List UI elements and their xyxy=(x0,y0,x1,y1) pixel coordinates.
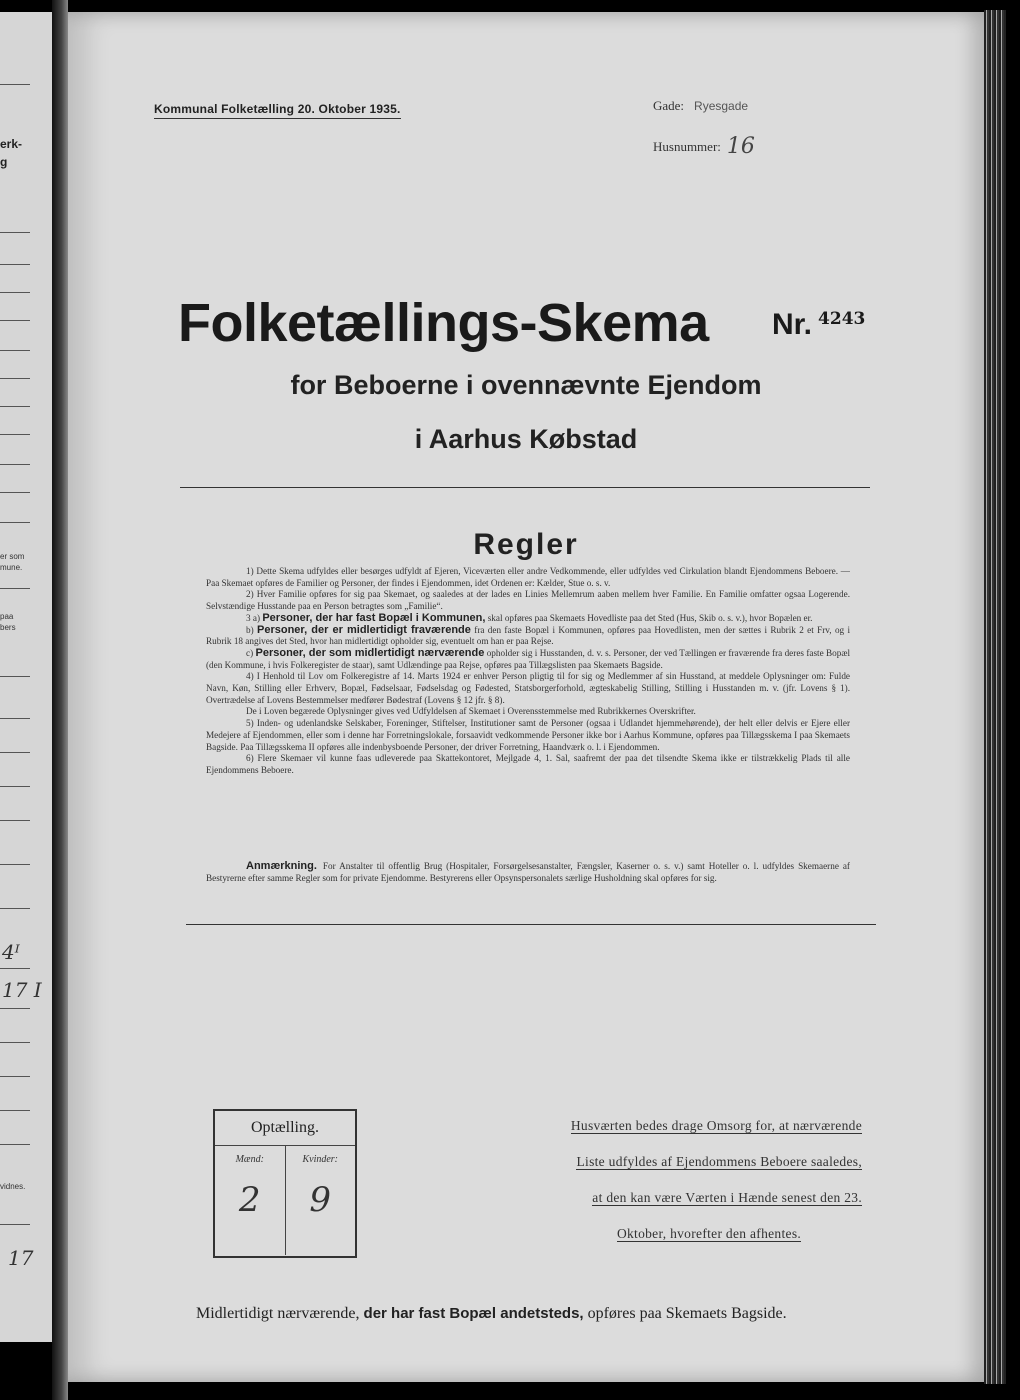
notice-text: Liste udfyldes af Ejendommens Beboere saaledes, xyxy=(576,1154,862,1169)
left-handwriting: 17 xyxy=(8,1246,34,1270)
form-title: Folketællings-Skema xyxy=(178,293,709,353)
form-number-value: 4243 xyxy=(818,309,866,329)
rule xyxy=(0,786,30,787)
rule-1: 1) Dette Skema udfyldes eller besørges udfyldt af Ejeren, Viceværten eller andre Vedkommende, eller udfyldes ved Cirkulation blandt Ejendommens Beboere. — Paa Skemaet opføres de Familier og Personer, der findes i Ejendommen, idet Ordenen er: Kælder, Stue o. s. v. xyxy=(206,566,850,588)
rule-3c-number: c) xyxy=(246,647,254,658)
husnummer-value: 16 xyxy=(726,134,755,159)
husnummer-label: Husnummer: xyxy=(653,139,721,154)
rule-3b-highlight: Personer, der er midlertidigt fraværende xyxy=(257,623,471,636)
rule xyxy=(0,492,30,493)
left-fragment-text: vidnes. xyxy=(0,1182,26,1191)
rule-3a-number: 3 a) xyxy=(246,612,261,623)
form-number xyxy=(772,308,865,342)
rule-3b-number: b) xyxy=(246,624,254,635)
form-location: i Aarhus Købstad xyxy=(414,424,638,454)
rule xyxy=(0,320,30,321)
rule xyxy=(0,676,30,677)
footer-post: opføres paa Skemaets Bagside. xyxy=(587,1305,787,1322)
rule xyxy=(0,350,30,351)
divider xyxy=(186,924,876,925)
rule-3b xyxy=(206,625,850,648)
left-fragment-text: erk- xyxy=(0,137,23,151)
gade-label: Gade: xyxy=(653,98,685,113)
form-number-label: Nr. xyxy=(772,308,813,341)
notice-line xyxy=(516,1216,862,1252)
rule xyxy=(0,1144,30,1145)
rule-2: 2) Hver Familie opføres for sig paa Skemaet, og saaledes at der lades en Linies Mellemrum aaben mellem hver Familie. En Familie omfatter ogsaa Logerende. Selvstændige Husstande paa en Person betragtes som „Familie“. xyxy=(206,589,850,612)
tally-men-column xyxy=(215,1146,285,1255)
note-paragraph xyxy=(206,860,850,884)
rule xyxy=(0,1042,30,1043)
rule-3c-text: opholder sig i Husstanden, d. v. s. Personer, der ved Tællingen er fraværende fra deres faste Bopæl (den Kommune, i hvis Folkeregister de staar), samt Udlændinge paa Rejse, opføres paa Tillægslisten paa Skemaets Bagside. xyxy=(206,647,851,670)
tally-men-count: 2 xyxy=(238,1180,261,1220)
census-header-line: Kommunal Folketælling 20. Oktober 1935. xyxy=(154,102,401,119)
rule xyxy=(0,292,30,293)
notice-text: Husværten bedes drage Omsorg for, at nærværende xyxy=(570,1118,862,1133)
left-fragment-text: g xyxy=(0,155,8,169)
landlord-notice xyxy=(516,1108,862,1252)
left-fragment-text: paa xyxy=(0,612,14,621)
rule xyxy=(0,464,30,465)
book-spine xyxy=(52,0,68,1400)
notice-line xyxy=(516,1180,862,1216)
left-fragment-text: mune. xyxy=(0,563,23,572)
divider xyxy=(180,487,870,488)
rule-5: 5) Inden- og udenlandske Selskaber, Foreninger, Stiftelser, Institutioner samt de Personer (ogsaa i Udlandet hjemmehørende), der helt eller delvis er Ejere eller Medejere af Ejendommen, eller som i denne har Forretningslokale, forsaavidt vedkommende Personer ikke bor i Aarhus Kommune, opføres paa Tillægsskema I paa Skemaets Bagside. Paa Tillægsskema II opføres alle indenbysboende Personer, der driver Forretning, Haandværk o. l. i Ejendommen. xyxy=(206,718,850,752)
rules-heading: Regler xyxy=(473,528,579,561)
rule-3c xyxy=(206,648,850,671)
rule xyxy=(0,1076,30,1077)
rule xyxy=(0,84,30,85)
rule xyxy=(0,406,30,407)
tally-men-label: Mænd: xyxy=(235,1154,264,1165)
rule xyxy=(0,522,30,523)
footer-instruction xyxy=(196,1305,787,1323)
rule xyxy=(0,718,30,719)
husnummer-field xyxy=(653,132,755,157)
tally-women-label: Kvinder: xyxy=(302,1154,339,1165)
tally-heading: Optælling. xyxy=(215,1111,355,1146)
rule xyxy=(0,864,30,865)
census-form-page xyxy=(68,12,984,1382)
rule-3a-highlight: Personer, der har fast Bopæl i Kommunen, xyxy=(262,611,486,624)
tally-box xyxy=(213,1109,357,1258)
tally-women-column xyxy=(285,1146,356,1255)
notice-text: Oktober, hvorefter den afhentes. xyxy=(616,1226,802,1241)
left-fragment-text: bers xyxy=(0,623,16,632)
rule-4b: De i Loven begærede Oplysninger gives ved Udfyldelsen af Skemaet i Overensstemmelse med Rubrikkernes Overskrifter. xyxy=(246,706,696,717)
page-edges xyxy=(984,10,1006,1384)
rule xyxy=(0,378,30,379)
footer-bold: der har fast Bopæl andetsteds, xyxy=(363,1305,584,1322)
notice-line xyxy=(516,1144,862,1180)
left-page-fragment xyxy=(0,12,52,1342)
form-subtitle: for Beboerne i ovennævnte Ejendom xyxy=(290,370,762,400)
left-handwriting: 17 I xyxy=(2,978,42,1002)
rule xyxy=(0,1008,30,1009)
rule-4: 4) I Henhold til Lov om Folkeregistre af 14. Marts 1924 er enhver Person pligtig til for sig og Medlemmer af sin Husstand, at meddele Oplysninger om: Fulde Navn, Køn, Stilling eller Erhverv, Bopæl, Fødselsaar, Fødselsdag og Fødested, Statsborgerforhold, ægteskabelig Stilling, Stilling i Husstanden m. v. (jfr. Lovens § 1). Overtrædelse af Lovens Bestemmelser medfører Bødestraf (Lovens § 12 jfr. § 8). xyxy=(206,671,850,705)
rule xyxy=(0,968,30,969)
rules-body xyxy=(206,566,850,777)
footer-pre: Midlertidigt nærværende, xyxy=(196,1305,360,1322)
notice-text: at den kan være Værten i Hænde senest den 23. xyxy=(592,1190,862,1205)
tally-women-count: 9 xyxy=(309,1180,332,1220)
gade-field xyxy=(653,98,748,114)
rule xyxy=(0,908,30,909)
left-fragment-text: er som xyxy=(0,552,25,561)
note-text: For Anstalter til offentlig Brug (Hospitaler, Forsørgelsesanstalter, Fængsler, Kaserner o. s. v.) samt Hoteller o. l. udfyldes Skemaerne af Bestyrerne efter samme Regler som for private Ejendomme. Bestyrerens eller Opsynspersonalets særlige Husholdning skal opføres for sig. xyxy=(206,861,850,883)
rule xyxy=(0,820,30,821)
rule-3c-highlight: Personer, der som midlertidigt nærværende xyxy=(255,646,485,659)
rule xyxy=(0,752,30,753)
left-handwriting: 4ᴵ xyxy=(2,940,20,964)
rule-6: 6) Flere Skemaer vil kunne faas udleverede paa Skattekontoret, Mejlgade 4, 1. Sal, saafremt der paa det tilsendte Skema ikke er tilstrækkelig Plads til alle Ejendommens Beboere. xyxy=(206,753,850,775)
rule-3b-text: fra den faste Bopæl i Kommunen, opføres paa Hovedlisten, men der sættes i Rubrik 2 et Frv, og i Rubrik 18 angives det Sted, hvor han midlertidigt opholder sig, eventuelt om han er paa Rejse. xyxy=(206,624,851,647)
rule xyxy=(0,1224,30,1225)
gade-value: Ryesgade xyxy=(694,99,749,113)
note-label: Anmærkning. xyxy=(246,860,317,872)
rule xyxy=(0,588,30,589)
notice-line xyxy=(516,1108,862,1144)
rule xyxy=(0,434,30,435)
rule xyxy=(0,264,30,265)
rule-3a-text: skal opføres paa Skemaets Hovedliste paa det Sted (Hus, Skib o. s. v.), hvor Bopælen er. xyxy=(487,612,813,623)
rule xyxy=(0,232,30,233)
rule xyxy=(0,1110,30,1111)
